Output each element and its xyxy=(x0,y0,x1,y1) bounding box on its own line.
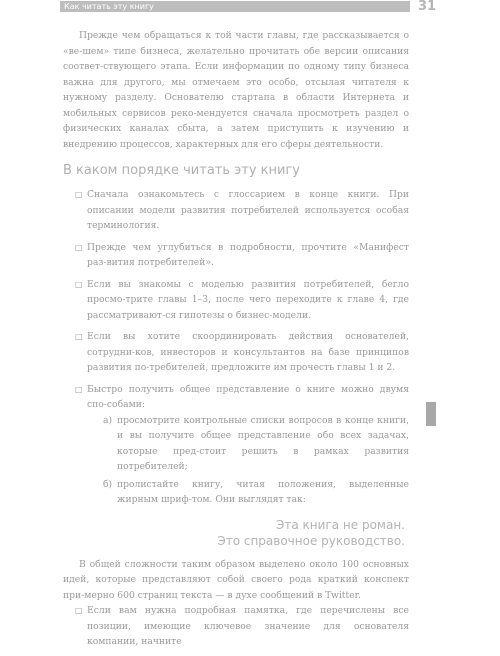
sub-item xyxy=(87,413,409,475)
running-title: Как читать эту книгу xyxy=(64,2,154,11)
sub-item-marker: а) xyxy=(103,414,113,426)
list-item-text: Быстро получить общее представление о книге можно двумя спо-собами: xyxy=(87,383,409,410)
callout-side-bar xyxy=(426,402,436,426)
callout-line-1: Эта книга не роман. xyxy=(276,517,405,532)
list-item xyxy=(63,382,409,508)
sub-item-text: пролистайте книгу, читая положения, выделенные жирным шриф-том. Они выглядят так: xyxy=(117,478,409,505)
sub-item xyxy=(87,477,409,508)
list-item xyxy=(63,277,409,324)
reading-order-list xyxy=(63,187,409,508)
continuation-list xyxy=(63,603,409,650)
page-number: 31 xyxy=(418,0,437,14)
callout-quote xyxy=(63,517,409,549)
bullet-icon: □ xyxy=(75,384,83,394)
closing-paragraph: В общей сложности таким образом выделено около 100 основных идей, которые представляют собой своего рода краткий конспект при-мерно 600 страниц текста — в духе сообщений в Twitter. xyxy=(63,558,409,601)
list-item xyxy=(63,329,409,376)
list-item-text: Сначала ознакомьтесь с глоссарием в конце книги. При описании модели развития потребителей используется особая терминология. xyxy=(87,189,409,231)
list-item-text: Если вы хотите скоординировать действия основателей, сотрудни-ков, инвесторов и консультантов на базе принципов развития по-требителей, предложите им прочесть главы 1 и 2. xyxy=(87,331,409,373)
bullet-icon: □ xyxy=(75,606,83,615)
running-header xyxy=(0,0,500,14)
bullet-icon: □ xyxy=(75,190,83,199)
sub-item-text: просмотрите контрольные списки вопросов в конце книги, и вы получите общее представление обо всех задачах, которые пред-стоит решить в рамках развития потребителей; xyxy=(117,414,409,472)
callout-line-2: Это справочное руководство. xyxy=(217,533,405,548)
bullet-icon: □ xyxy=(75,279,83,289)
page-body xyxy=(63,28,409,656)
section-heading: В каком порядке читать эту книгу xyxy=(63,163,301,178)
bullet-icon: □ xyxy=(75,332,83,341)
intro-paragraph: Прежде чем обращаться к той части главы, где рассказывается о «ве-шем» типе бизнеса, желательно прочитать обе версии описания соответ-ствующего этапа. Если информации по одному типу бизнеса важна для другого, мы отмечаем это особо, отсылая читателя к нужному разделу. Основателю стартапа в области Интернета и мобильных сервисов реко-мендуется сначала просмотреть раздел о физических каналах сбыта, а затем приступить к изучению и внедрению процессов, характерных для его сферы деятельности. xyxy=(63,30,409,150)
list-item-text: Если вам нужна подробная памятка, где перечислены все позиции, имеющие ключевое значение для основателя компании, начните xyxy=(87,605,409,647)
list-item xyxy=(63,603,409,650)
list-item-text: Если вы знакомы с моделью развития потребителей, бегло просмо-трите главы 1–3, после чего переходите к главе 4, где рассматривают-ся гипотезы о бизнес-модели. xyxy=(87,278,409,321)
sub-item-marker: б) xyxy=(103,478,113,490)
list-item xyxy=(63,240,409,271)
list-item xyxy=(63,187,409,234)
bullet-icon: □ xyxy=(75,242,83,252)
list-item-text: Прежде чем углубиться в подробности, прочтите «Манифест раз-вития потребителей». xyxy=(87,241,409,268)
